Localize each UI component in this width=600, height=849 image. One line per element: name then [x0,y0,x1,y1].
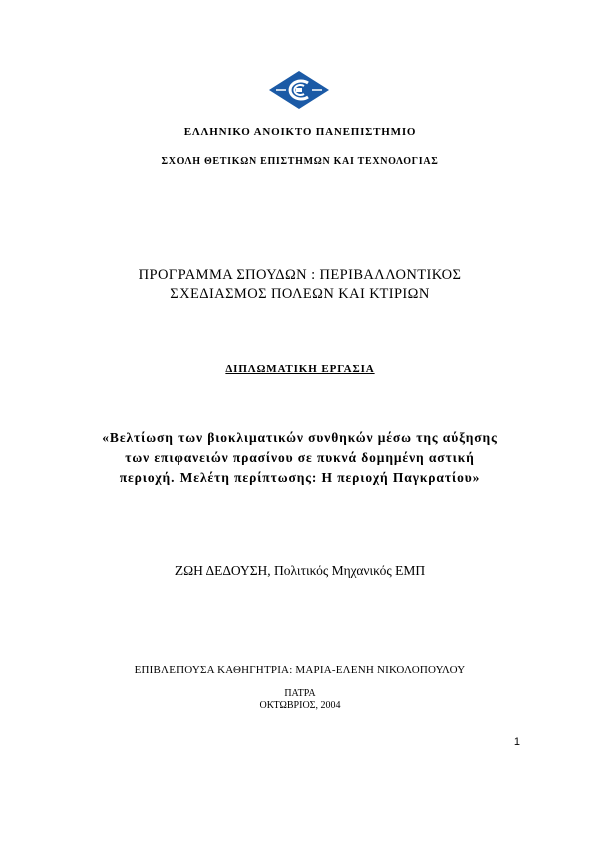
university-logo-icon [268,70,330,110]
page-number: 1 [513,736,520,748]
school-name: ΣΧΟΛΗ ΘΕΤΙΚΩΝ ΕΠΙΣΤΗΜΩΝ ΚΑΙ ΤΕΧΝΟΛΟΓΙΑΣ [161,156,439,167]
thesis-title-line-3: περιοχή. Μελέτη περίπτωσης: Η περιοχή Παγκρατίου» [119,470,481,485]
author: ΖΩΗ ΔΕΔΟΥΣΗ, Πολιτικός Μηχανικός ΕΜΠ [174,563,426,578]
thesis-title [0,428,600,488]
city: ΠΑΤΡΑ [284,688,316,699]
study-program-line-1: ΠΡΟΓΡΑΜΜΑ ΣΠΟΥΔΩΝ : ΠΕΡΙΒΑΛΛΟΝΤΙΚΟΣ [138,267,462,283]
study-program [0,266,600,304]
university-name: ΕΛΛΗΝΙΚΟ ΑΝΟΙΚΤΟ ΠΑΝΕΠΙΣΤΗΜΙΟ [183,126,417,138]
thesis-label: ΔΙΠΛΩΜΑΤΙΚΗ ΕΡΓΑΣΙΑ [225,363,375,375]
supervisor: ΕΠΙΒΛΕΠΟΥΣΑ ΚΑΘΗΓΗΤΡΙΑ: ΜΑΡΙΑ-ΕΛΕΝΗ ΝΙΚΟΛΟΠΟΥΛΟΥ [134,664,466,676]
thesis-title-line-2: των επιφανειών πρασίνου σε πυκνά δομημένη αστική [125,450,475,465]
date: ΟΚΤΩΒΡΙΟΣ, 2004 [259,700,341,711]
thesis-title-line-1: «Βελτίωση των βιοκλιματικών συνθηκών μέσω της αύξησης [102,430,498,445]
study-program-line-2: ΣΧΕΔΙΑΣΜΟΣ ΠΟΛΕΩΝ ΚΑΙ ΚΤΙΡΙΩΝ [170,286,430,302]
